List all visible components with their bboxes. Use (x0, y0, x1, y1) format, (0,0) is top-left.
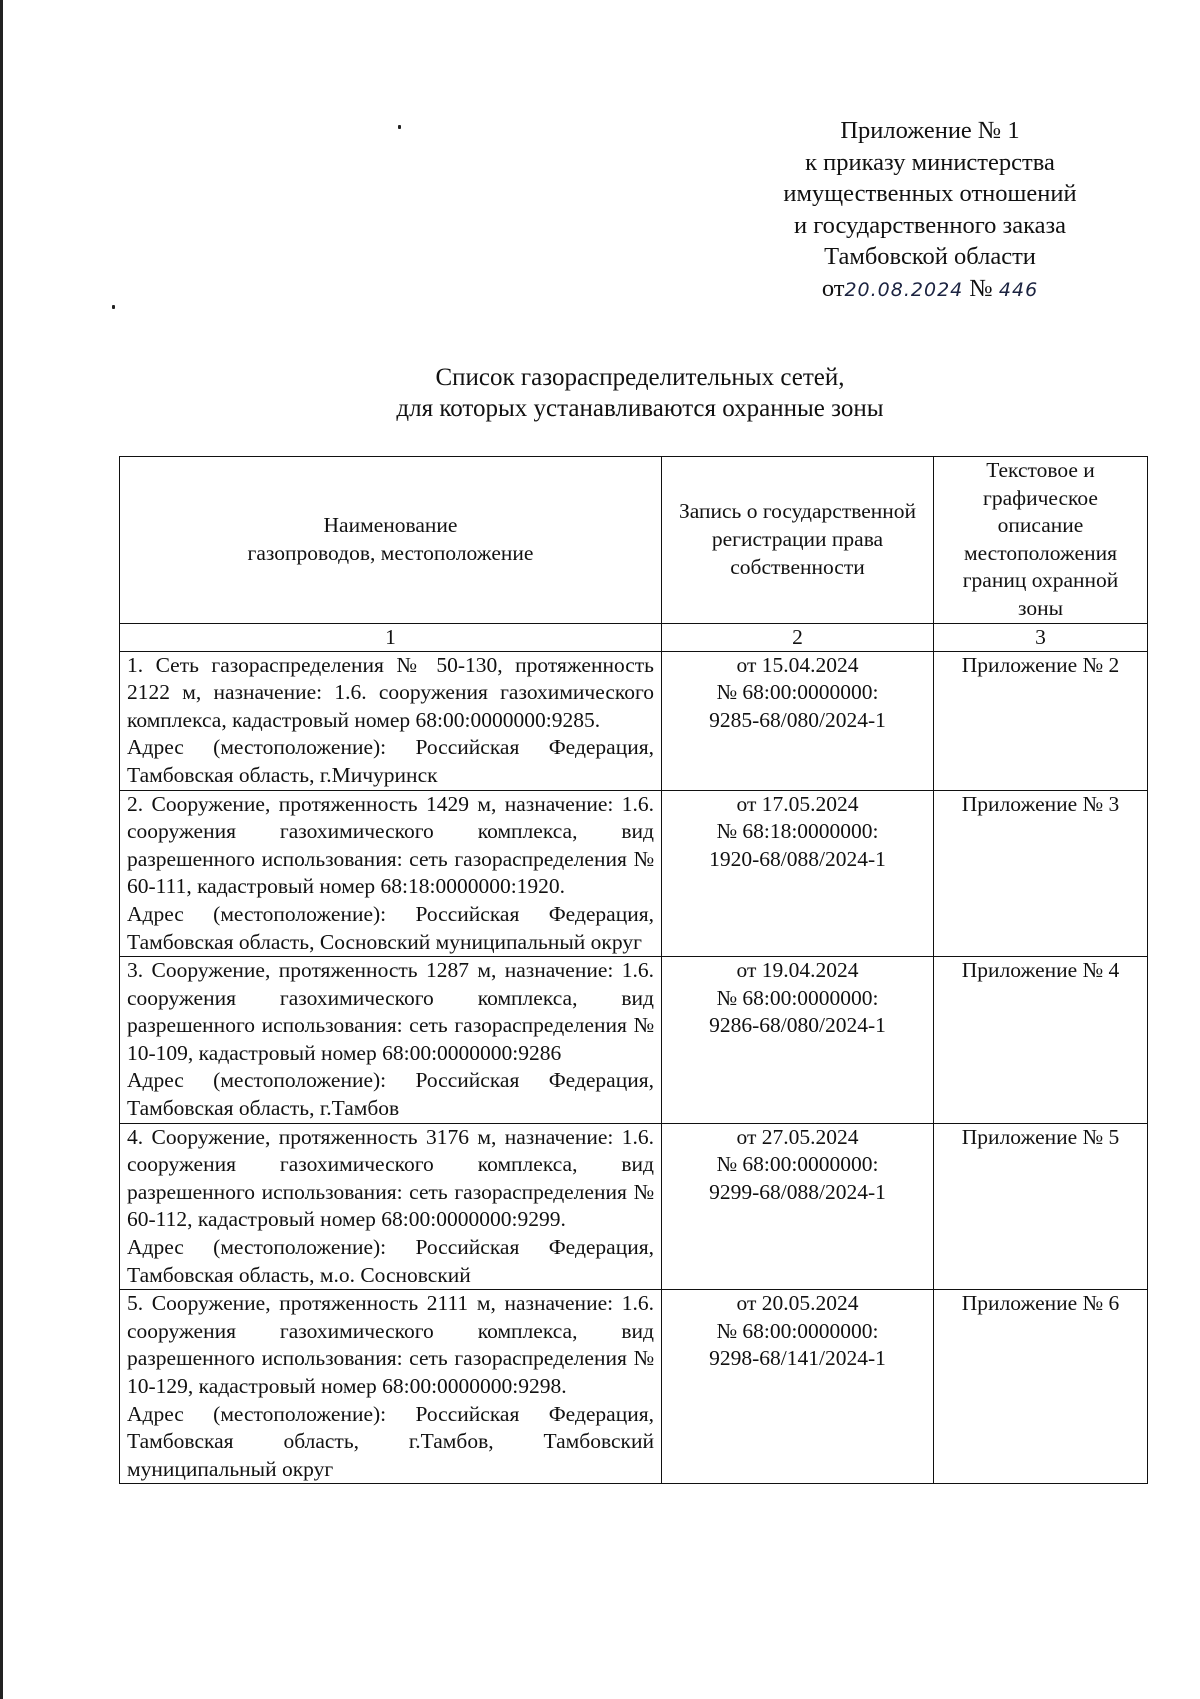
appendix-ministry-line: имущественных отношений (783, 180, 1077, 207)
registration-number: № 68:00:0000000: (716, 1152, 879, 1177)
registration-number: № 68:18:0000000: (716, 819, 879, 844)
registration-date: от 27.05.2024 (736, 1124, 859, 1149)
appendix-reference: Приложение № 5 (934, 1123, 1148, 1290)
appendix-header (720, 115, 1140, 306)
registration-suffix: 9286-68/080/2024-1 (709, 1013, 886, 1038)
registration-date: от 19.04.2024 (736, 958, 859, 983)
appendix-title: Приложение № 1 (840, 117, 1020, 144)
appendix-reference: Приложение № 4 (934, 957, 1148, 1124)
appendix-reference: Приложение № 6 (934, 1290, 1148, 1484)
registration-number: № 68:00:0000000: (716, 985, 879, 1010)
network-description-cell (120, 1123, 662, 1290)
table-header-row (120, 457, 1148, 624)
network-address: Адрес (местоположение): Российская Федерация, Тамбовская область, м.о. Сосновский (127, 1235, 654, 1287)
header-zone-description: Текстовое и графическое описание местоположения границ охранной зоны (934, 457, 1148, 624)
scan-speck (398, 125, 401, 129)
registration-suffix: 1920-68/088/2024-1 (709, 846, 886, 871)
network-description: 4. Сооружение, протяженность 3176 м, назначение: 1.6. сооружения газохимического комплекса, вид разрешенного использования: сеть газораспределения № 60-112, кадастровый номер 68:00:0000000:9299. (127, 1124, 654, 1232)
registration-cell (662, 790, 934, 957)
registration-suffix: 9298-68/141/2024-1 (709, 1346, 886, 1371)
registration-cell (662, 957, 934, 1124)
registration-suffix: 9299-68/088/2024-1 (709, 1179, 886, 1204)
network-description-cell (120, 1290, 662, 1484)
appendix-reference: Приложение № 2 (934, 651, 1148, 790)
registration-number: № 68:00:0000000: (716, 680, 879, 705)
table-row (120, 1123, 1148, 1290)
network-address: Адрес (местоположение): Российская Федерация, Тамбовская область, г.Мичуринск (127, 735, 654, 787)
document-title-line-1: Список газораспределительных сетей, (435, 364, 845, 391)
network-description: 1. Сеть газораспределения № 50-130, протяженность 2122 м, назначение: 1.6. сооружения газохимического комплекса, кадастровый номер 68:00:0000000:9285. (127, 652, 654, 732)
gas-network-table (119, 456, 1148, 1484)
network-description: 3. Сооружение, протяженность 1287 м, назначение: 1.6. сооружения газохимического комплекса, вид разрешенного использования: сеть газораспределения № 10-109, кадастровый номер 68:00:0000000:9286 (127, 958, 654, 1065)
handwritten-number: 446 (998, 278, 1039, 301)
registration-suffix: 9285-68/080/2024-1 (709, 707, 886, 732)
network-description-cell (120, 790, 662, 957)
column-number: 1 (120, 623, 662, 651)
network-description: 5. Сооружение, протяженность 2111 м, назначение: 1.6. сооружения газохимического комплекса, вид разрешенного использования: сеть газораспределения № 10-129, кадастровый номер 68:00:0000000:9298. (127, 1291, 654, 1398)
table-column-numbers-row (120, 623, 1148, 651)
network-description: 2. Сооружение, протяженность 1429 м, назначение: 1.6. сооружения газохимического комплекса, вид разрешенного использования: сеть газораспределения № 60-111, кадастровый номер 68:18:0000000:1920. (127, 791, 654, 899)
registration-cell (662, 1123, 934, 1290)
registration-date: от 17.05.2024 (736, 791, 859, 816)
column-number: 2 (662, 623, 934, 651)
registration-date: от 20.05.2024 (736, 1291, 859, 1316)
appendix-date-number-line (720, 273, 1140, 307)
table-row (120, 1290, 1148, 1484)
number-prefix: № (969, 274, 993, 302)
network-address: Адрес (местоположение): Российская Федерация, Тамбовская область, г.Тамбов, Тамбовский муниципальный округ (127, 1401, 654, 1481)
registration-cell (662, 651, 934, 790)
network-address: Адрес (местоположение): Российская Федерация, Тамбовская область, г.Тамбов (127, 1068, 654, 1121)
date-prefix: от (821, 274, 845, 302)
scan-page-edge (0, 0, 3, 1699)
appendix-ministry-line-2: и государственного заказа (793, 211, 1067, 239)
table-row (120, 790, 1148, 957)
network-address: Адрес (местоположение): Российская Федерация, Тамбовская область, Сосновский муниципальный округ (127, 901, 654, 954)
document-title-line-2: для которых устанавливаются охранные зоны (396, 395, 884, 422)
appendix-region-line: Тамбовской области (824, 243, 1036, 270)
scan-speck (112, 305, 115, 309)
network-description-cell (120, 957, 662, 1124)
header-registration-record: Запись о государственной регистрации права собственности (662, 457, 934, 624)
appendix-reference: Приложение № 3 (934, 790, 1148, 957)
registration-cell (662, 1290, 934, 1484)
column-number: 3 (934, 623, 1148, 651)
document-title (240, 362, 1040, 424)
table-row (120, 651, 1148, 790)
registration-number: № 68:00:0000000: (716, 1318, 879, 1343)
table-row (120, 957, 1148, 1124)
network-description-cell (120, 651, 662, 790)
handwritten-date: 20.08.2024 (844, 278, 964, 301)
appendix-order-line: к приказу министерства (805, 148, 1055, 176)
registration-date: от 15.04.2024 (736, 652, 859, 677)
header-name-location: Наименование газопроводов, местоположение (120, 457, 662, 624)
